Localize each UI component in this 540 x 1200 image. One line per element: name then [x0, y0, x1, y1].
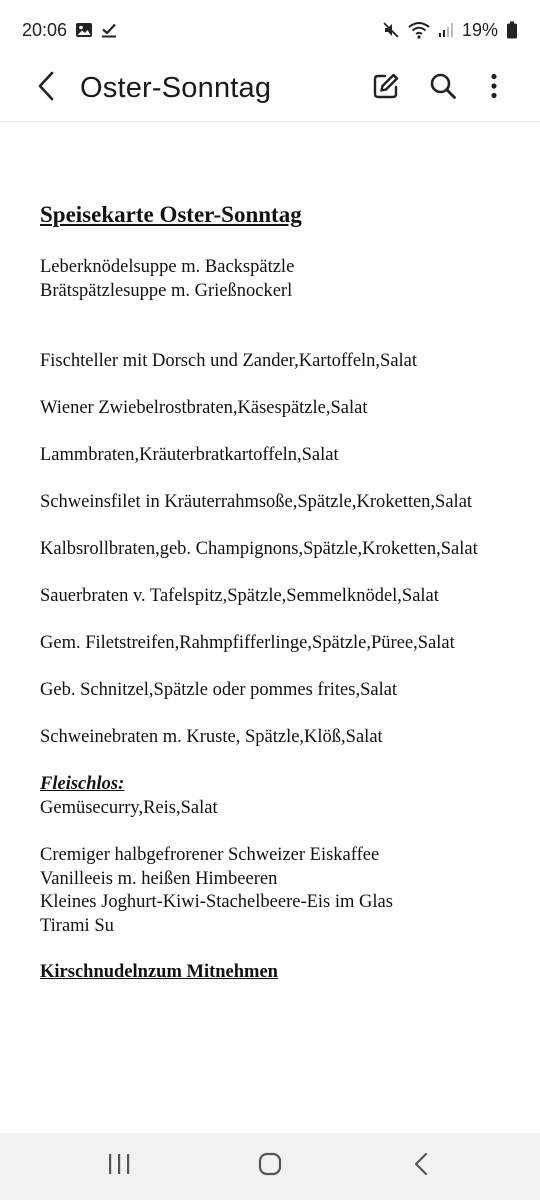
more-vert-icon: [490, 73, 498, 104]
edit-icon: [372, 72, 400, 105]
main-item: Schweinebraten m. Kruste, Spätzle,Klöß,Salat: [40, 727, 383, 747]
check-icon: [101, 22, 117, 38]
status-bar: [0, 0, 540, 60]
app-bar: [0, 60, 540, 122]
main-item: Fischteller mit Dorsch und Zander,Kartoffeln,Salat: [40, 351, 418, 371]
main-item: Kalbsrollbraten,geb. Champignons,Spätzle,Kroketten,Salat: [40, 539, 478, 559]
takeaway-line: Kirschnudelnzum Mitnehmen: [40, 962, 278, 982]
edit-button[interactable]: [364, 66, 408, 110]
meatless-label: Fleischlos:: [40, 774, 125, 794]
mute-icon: [382, 21, 400, 39]
main-item: Wiener Zwiebelrostbraten,Käsespätzle,Salat: [40, 398, 368, 418]
page-title: Oster-Sonntag: [80, 72, 272, 104]
main-item: Sauerbraten v. Tafelspitz,Spätzle,Semmelknödel,Salat: [40, 586, 439, 606]
status-left: [22, 20, 117, 41]
battery-percent: 19%: [461, 19, 498, 40]
nav-back-button[interactable]: [391, 1143, 451, 1189]
soup-item: Brätspätzlesuppe m. Grießnockerl: [40, 281, 293, 301]
back-arrow-icon: [36, 71, 56, 106]
menu-title: Speisekarte Oster-Sonntag: [40, 202, 302, 227]
recent-apps-button[interactable]: [89, 1143, 149, 1189]
gallery-icon: [75, 22, 93, 38]
soup-item: Leberknödelsuppe m. Backspätzle: [40, 257, 295, 277]
search-button[interactable]: [421, 66, 465, 110]
main-item: Geb. Schnitzel,Spätzle oder pommes frites,Salat: [40, 680, 398, 700]
back-button[interactable]: [26, 66, 66, 110]
search-icon: [429, 72, 457, 105]
dessert-item: Vanilleeis m. heißen Himbeeren: [40, 869, 278, 889]
navigation-bar: [0, 1133, 540, 1200]
home-button[interactable]: [240, 1143, 300, 1189]
main-item: Gem. Filetstreifen,Rahmpfifferlinge,Spätzle,Püree,Salat: [40, 633, 455, 653]
dessert-item: Cremiger halbgefrorener Schweizer Eiskaffee: [40, 845, 380, 865]
more-options-button[interactable]: [472, 66, 516, 110]
back-icon: [413, 1152, 429, 1181]
meatless-item: Gemüsecurry,Reis,Salat: [40, 798, 218, 818]
signal-icon: [438, 22, 454, 38]
battery-icon: [506, 21, 518, 39]
recent-apps-icon: [107, 1153, 131, 1180]
main-item: Schweinsfilet in Kräuterrahmsoße,Spätzle,Kroketten,Salat: [40, 492, 473, 512]
wifi-icon: [408, 21, 430, 39]
main-item: Lammbraten,Kräuterbratkartoffeln,Salat: [40, 445, 339, 465]
status-right: [382, 20, 518, 41]
status-time: 20:06: [22, 19, 68, 40]
home-icon: [258, 1152, 282, 1181]
dessert-item: Tirami Su: [40, 916, 114, 936]
dessert-item: Kleines Joghurt-Kiwi-Stachelbeere-Eis im Glas: [40, 892, 393, 912]
